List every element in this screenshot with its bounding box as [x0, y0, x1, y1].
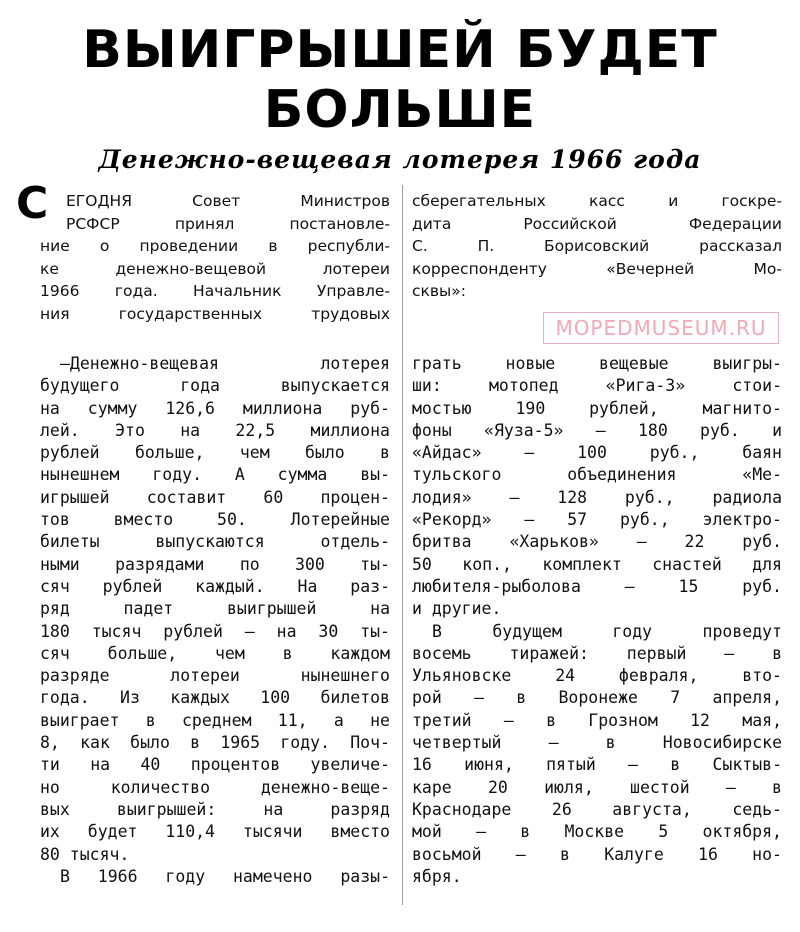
- body-left-line: билеты выпускаются отдель-: [40, 532, 390, 552]
- body-right-line: «Рекорд» — 57 руб., электро-: [412, 510, 782, 530]
- body-left-line: разряде лотереи нынешнего: [40, 666, 390, 686]
- body-right-line: фоны «Яуза-5» — 180 руб. и: [412, 420, 782, 440]
- intro-left-column: [40, 190, 390, 235]
- intro-left-line: ЕГОДНЯ Совет Министров: [66, 192, 390, 210]
- body-right-line: восьмой — в Калуге 16 но-: [412, 844, 782, 864]
- headline-line-2: БОЛЬШЕ: [263, 80, 537, 140]
- body-right-line: четвертый — в Новосибирске: [412, 733, 782, 753]
- body-right-line: Ульяновске 24 февраля, вто-: [412, 666, 782, 686]
- body-left-line: лей. Это на 22,5 миллиона: [40, 420, 390, 440]
- intro-right-line: С. П. Борисовский рассказал: [412, 237, 782, 255]
- watermark: MOPEDMUSEUM.RU: [543, 312, 779, 344]
- headline-line-1: ВЫИГРЫШЕЙ БУДЕТ: [82, 20, 718, 80]
- body-right-line: 50 коп., комплект снастей для: [412, 554, 782, 574]
- intro-left-line: ке денежно-вещевой лотереи: [40, 259, 390, 278]
- body-left-line: 180 тысяч рублей — на 30 ты-: [40, 621, 390, 641]
- intro-left-column-rest: [40, 235, 390, 325]
- body-right-line: и другие.: [412, 599, 502, 619]
- body-left-line: —Денежно-вещевая лотерея: [60, 354, 390, 373]
- body-right-line: восемь тиражей: первый — в: [412, 643, 782, 663]
- body-right-line: ября.: [412, 866, 462, 886]
- body-left-line: выиграет в среднем 11, а не: [40, 710, 390, 730]
- body-right-line: В будущем году проведут: [432, 621, 782, 641]
- body-right-line: «Айдас» — 100 руб., баян: [412, 443, 782, 463]
- body-left-column: [40, 353, 390, 888]
- body-right-column: [412, 353, 782, 888]
- body-left-line: на сумму 126,6 миллиона руб-: [40, 398, 390, 418]
- body-left-line: 80 тысяч.: [40, 844, 130, 864]
- intro-right-line: дита Российской Федерации: [412, 214, 782, 233]
- body-right-line: Краснодаре 26 августа, седь-: [412, 799, 782, 819]
- body-right-line: лодия» — 128 руб., радиола: [412, 487, 782, 507]
- body-left-line: В 1966 году намечено разы-: [60, 866, 390, 886]
- body-left-line: игрышей составит 60 процен-: [40, 487, 390, 507]
- subheadline: Денежно-вещевая лотерея 1966 года: [98, 145, 702, 174]
- body-left-line: рублей больше, чем было в: [40, 443, 390, 463]
- intro-left-line: РСФСР принял постановле-: [66, 214, 390, 233]
- column-divider: [402, 185, 403, 905]
- drop-cap: С: [16, 178, 49, 229]
- body-right-line: ши: мотопед «Рига-3» стои-: [412, 376, 782, 396]
- body-left-line: года. Из каждых 100 билетов: [40, 688, 390, 708]
- intro-right-line: корреспонденту «Вечерней Мо-: [412, 259, 782, 278]
- body-left-line: но количество денежно-веще-: [40, 777, 390, 797]
- body-left-line: ряд падет выигрышей на: [40, 599, 390, 619]
- body-left-line: их будет 110,4 тысячи вместо: [40, 822, 390, 842]
- body-left-line: вых выигрышей: на разряд: [40, 799, 390, 819]
- body-right-line: бритва «Харьков» — 22 руб.: [412, 532, 782, 552]
- body-left-line: тов вместо 50. Лотерейные: [40, 510, 390, 530]
- body-right-line: мостью 190 рублей, магнито-: [412, 398, 782, 418]
- body-right-line: грать новые вещевые выигры-: [412, 354, 782, 373]
- intro-right-column: [412, 190, 782, 303]
- body-right-line: 16 июня, пятый — в Сыктыв-: [412, 755, 782, 775]
- body-right-line: третий — в Грозном 12 мая,: [412, 710, 782, 730]
- body-right-line: каре 20 июля, шестой — в: [412, 777, 782, 797]
- intro-left-line: ние о проведении в республи-: [40, 237, 390, 255]
- body-right-line: любителя-рыболова — 15 руб.: [412, 576, 782, 596]
- intro-right-line: сквы»:: [412, 282, 466, 300]
- intro-left-line: ния государственных трудовых: [40, 304, 390, 323]
- body-right-line: мой — в Москве 5 октября,: [412, 822, 782, 842]
- body-left-line: сяч больше, чем в каждом: [40, 643, 390, 663]
- body-left-line: будущего года выпускается: [40, 376, 390, 396]
- body-right-line: тульского объединения «Ме-: [412, 465, 782, 485]
- body-left-line: ти на 40 процентов увеличе-: [40, 755, 390, 775]
- intro-right-line: сберегательных касс и госкре-: [412, 192, 782, 210]
- body-left-line: 8, как было в 1965 году. Поч-: [40, 733, 390, 753]
- body-left-line: сяч рублей каждый. На раз-: [40, 576, 390, 596]
- body-left-line: ными разрядами по 300 ты-: [40, 554, 390, 574]
- body-left-line: нынешнем году. А сумма вы-: [40, 465, 390, 485]
- body-right-line: рой — в Воронеже 7 апреля,: [412, 688, 782, 708]
- intro-left-line: 1966 года. Начальник Управле-: [40, 282, 390, 300]
